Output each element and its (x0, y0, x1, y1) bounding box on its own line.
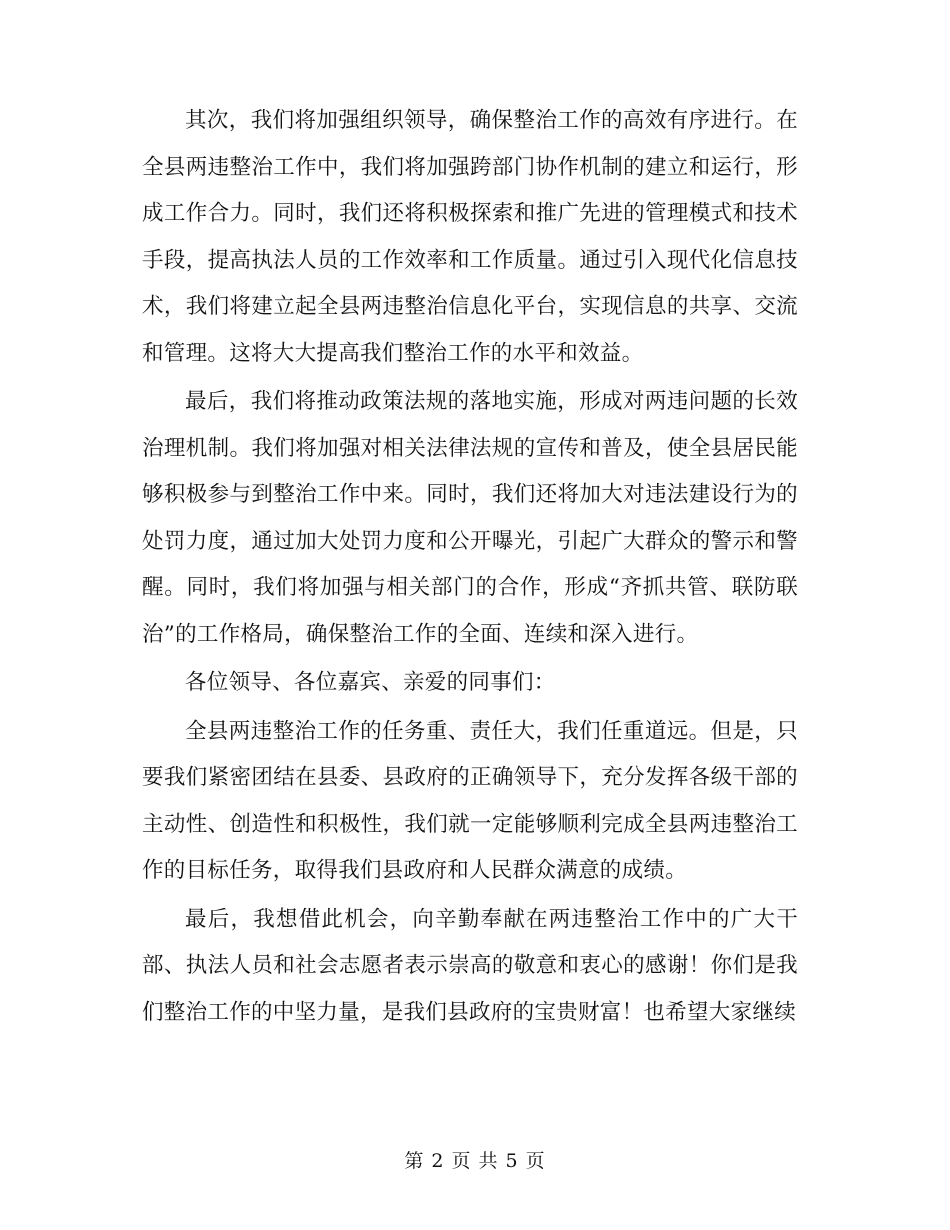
paragraph-5: 最后，我想借此机会，向辛勤奉献在两违整治工作中的广大干部、执法人员和社会志愿者表示崇高的敬意和衷心的感谢！你们是我们整治工作的中坚力量，是我们县政府的宝贵财富！也希望大家继续 (142, 906, 798, 1025)
paragraph-2: 最后，我们将推动政策法规的落地实施，形成对两违问题的长效治理机制。我们将加强对相关法律法规的宣传和普及，使全县居民能够积极参与到整治工作中来。同时，我们还将加大对违法建设行为的处罚力度，通过加大处罚力度和公开曝光，引起广大群众的警示和警醒。同时，我们将加强与相关部门的合作，形成“齐抓共管、联防联治”的工作格局，确保整治工作的全面、连续和深入进行。 (142, 389, 798, 647)
page-footer (0, 1148, 950, 1174)
paragraph-4: 全县两违整治工作的任务重、责任大，我们任重道远。但是，只要我们紧密团结在县委、县政府的正确领导下，充分发挥各级干部的主动性、创造性和积极性，我们就一定能够顺利完成全县两违整治工作的目标任务，取得我们县政府和人民群众满意的成绩。 (142, 718, 798, 883)
paragraph-3: 各位领导、各位嘉宾、亲爱的同事们： (185, 670, 556, 695)
document-body (142, 98, 798, 1038)
page-number-label: 第 2 页 共 5 页 (404, 1150, 546, 1172)
paragraph-1: 其次，我们将加强组织领导，确保整治工作的高效有序进行。在全县两违整治工作中，我们将加强跨部门协作机制的建立和运行，形成工作合力。同时，我们还将积极探索和推广先进的管理模式和技术手段，提高执法人员的工作效率和工作质量。通过引入现代化信息技术，我们将建立起全县两违整治信息化平台，实现信息的共享、交流和管理。这将大大提高我们整治工作的水平和效益。 (142, 108, 798, 366)
